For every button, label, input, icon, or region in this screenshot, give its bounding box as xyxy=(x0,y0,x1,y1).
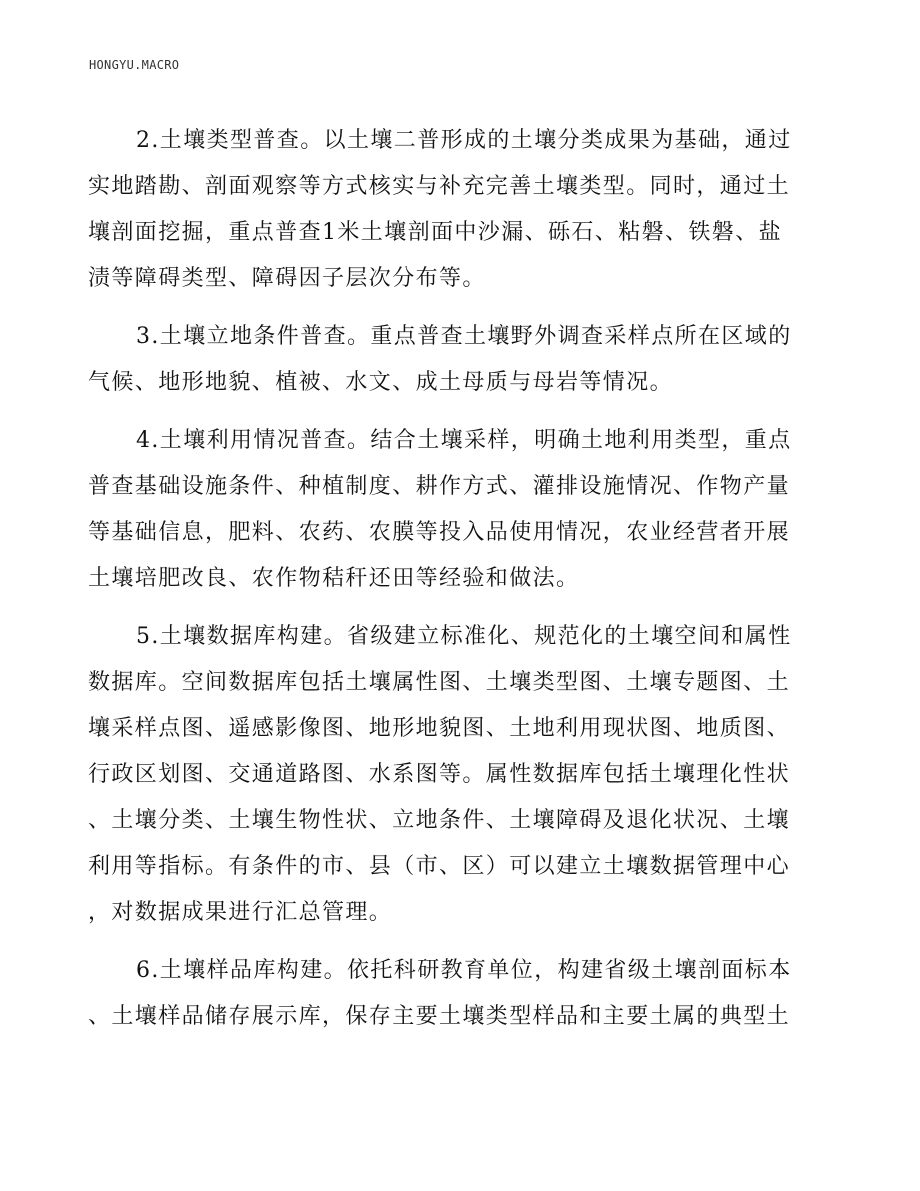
paragraph-site-condition-survey xyxy=(88,314,832,406)
paragraph-sample-library xyxy=(88,948,832,1040)
text-line: 4.土壤利用情况普查。结合土壤采样，明确土地利用类型，重点 xyxy=(136,428,792,453)
text-line: 土壤培肥改良、农作物秸秆还田等经验和做法。 xyxy=(88,566,580,591)
paragraph-soil-type-survey xyxy=(88,118,832,302)
text-line: 利用等指标。有条件的市、县（市、区）可以建立土壤数据管理中心 xyxy=(88,854,791,879)
text-line: 、土壤样品储存展示库，保存主要土壤类型样品和主要土属的典型土 xyxy=(88,1004,791,1029)
text-line: 6.土壤样品库构建。依托科研教育单位，构建省级土壤剖面标本 xyxy=(136,958,792,983)
text-line: 3.土壤立地条件普查。重点普查土壤野外调查采样点所在区域的 xyxy=(136,324,792,349)
text-line: 实地踏勘、剖面观察等方式核实与补充完善土壤类型。同时，通过土 xyxy=(88,174,791,199)
text-line: 气候、地形地貌、植被、水文、成土母质与母岩等情况。 xyxy=(88,370,674,395)
text-line: ，对数据成果进行汇总管理。 xyxy=(88,900,393,925)
text-line: 等基础信息，肥料、农药、农膜等投入品使用情况，农业经营者开展 xyxy=(88,520,791,545)
page-header: HONGYU.MACRO xyxy=(89,58,180,72)
text-line: 壤采样点图、遥感影像图、地形地貌图、土地利用现状图、地质图、 xyxy=(88,716,791,741)
text-line: 渍等障碍类型、障碍因子层次分布等。 xyxy=(88,266,486,291)
text-line: 5.土壤数据库构建。省级建立标准化、规范化的土壤空间和属性 xyxy=(136,624,792,649)
text-line: 普查基础设施条件、种植制度、耕作方式、灌排设施情况、作物产量 xyxy=(88,474,791,499)
paragraph-soil-database xyxy=(88,614,832,936)
paragraph-land-use-survey xyxy=(88,418,832,602)
document-body xyxy=(88,118,832,1040)
text-line: 行政区划图、交通道路图、水系图等。属性数据库包括土壤理化性状 xyxy=(88,762,791,787)
text-line: 、土壤分类、土壤生物性状、立地条件、土壤障碍及退化状况、土壤 xyxy=(88,808,791,833)
text-line: 壤剖面挖掘，重点普查1米土壤剖面中沙漏、砾石、粘磐、铁磐、盐 xyxy=(88,220,782,245)
text-line: 2.土壤类型普查。以土壤二普形成的土壤分类成果为基础，通过 xyxy=(136,128,792,153)
text-line: 数据库。空间数据库包括土壤属性图、土壤类型图、土壤专题图、土 xyxy=(88,670,791,695)
